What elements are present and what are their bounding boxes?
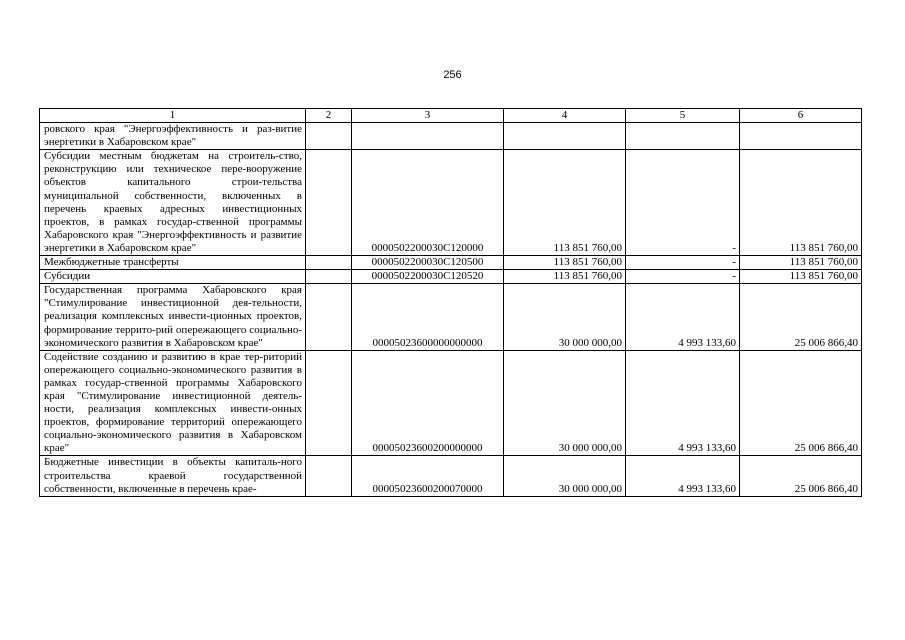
row-name: Содействие созданию и развитию в крае тер-риторий опережающего социально-экономического развития в рамках государ-ственной программы Хабаровского края "Стимулирование инвестиционной деятель-ности, реализация комплексных инвести-онных проектов, формирование территорий опережающего социально-экономического развития в Хабаровском крае" xyxy=(40,350,306,456)
table-row xyxy=(40,256,862,270)
row-name: Бюджетные инвестиции в объекты капиталь-ного строительства краевой государственной собственности, включенные в перечень крае- xyxy=(40,456,306,496)
row-code: 0000502200030С120000 xyxy=(352,150,504,256)
row-value-4: 30 000 000,00 xyxy=(504,350,626,456)
row-value-6: 113 851 760,00 xyxy=(740,256,862,270)
row-col2 xyxy=(306,270,352,284)
row-value-4: 30 000 000,00 xyxy=(504,284,626,350)
row-value-6 xyxy=(740,123,862,150)
row-code: 00005023600200070000 xyxy=(352,456,504,496)
row-value-6: 25 006 866,40 xyxy=(740,350,862,456)
row-name: ровского края "Энергоэффективность и раз-витие энергетики в Хабаровском крае" xyxy=(40,123,306,150)
column-header-5: 5 xyxy=(626,109,740,123)
table-row xyxy=(40,350,862,456)
row-name: Субсидии местным бюджетам на строитель-ство, реконструкцию или техническое пере-вооружение объектов капитального строи-тельства муниципальной собственности, включенных в перечень краевых адресных инвестиционных проектов, в рамках государ-ственной программы Хабаровского края "Энергоэффективность и развитие энергетики в Хабаровском крае" xyxy=(40,150,306,256)
row-col2 xyxy=(306,350,352,456)
row-code: 00005023600200000000 xyxy=(352,350,504,456)
row-value-4: 113 851 760,00 xyxy=(504,150,626,256)
row-code: 0000502200030С120500 xyxy=(352,256,504,270)
row-value-4: 30 000 000,00 xyxy=(504,456,626,496)
row-value-4 xyxy=(504,123,626,150)
row-code: 00005023600000000000 xyxy=(352,284,504,350)
row-value-5 xyxy=(626,123,740,150)
row-code: 0000502200030С120520 xyxy=(352,270,504,284)
table-row xyxy=(40,270,862,284)
table-row xyxy=(40,456,862,496)
row-value-4: 113 851 760,00 xyxy=(504,256,626,270)
row-value-5: 4 993 133,60 xyxy=(626,350,740,456)
table-header-row xyxy=(40,109,862,123)
row-value-6: 25 006 866,40 xyxy=(740,284,862,350)
table-row xyxy=(40,284,862,350)
row-value-5: - xyxy=(626,270,740,284)
budget-table xyxy=(39,108,862,497)
row-value-4: 113 851 760,00 xyxy=(504,270,626,284)
row-value-5: - xyxy=(626,256,740,270)
row-value-6: 25 006 866,40 xyxy=(740,456,862,496)
table-row xyxy=(40,123,862,150)
row-col2 xyxy=(306,123,352,150)
row-name: Государственная программа Хабаровского края "Стимулирование инвестиционной дея-тельности, реализация комплексных инвести-ционных проектов, формирование террито-рий опережающего социально-экономического развития в Хабаровском крае" xyxy=(40,284,306,350)
row-col2 xyxy=(306,456,352,496)
row-value-5: 4 993 133,60 xyxy=(626,284,740,350)
row-value-6: 113 851 760,00 xyxy=(740,150,862,256)
page-number: 256 xyxy=(443,69,462,81)
row-value-5: - xyxy=(626,150,740,256)
table-row xyxy=(40,150,862,256)
column-header-1: 1 xyxy=(40,109,306,123)
row-value-5: 4 993 133,60 xyxy=(626,456,740,496)
column-header-6: 6 xyxy=(740,109,862,123)
row-col2 xyxy=(306,150,352,256)
row-value-6: 113 851 760,00 xyxy=(740,270,862,284)
column-header-2: 2 xyxy=(306,109,352,123)
row-name: Межбюджетные трансферты xyxy=(40,256,306,270)
row-col2 xyxy=(306,284,352,350)
column-header-4: 4 xyxy=(504,109,626,123)
row-col2 xyxy=(306,256,352,270)
row-code xyxy=(352,123,504,150)
row-name: Субсидии xyxy=(40,270,306,284)
column-header-3: 3 xyxy=(352,109,504,123)
